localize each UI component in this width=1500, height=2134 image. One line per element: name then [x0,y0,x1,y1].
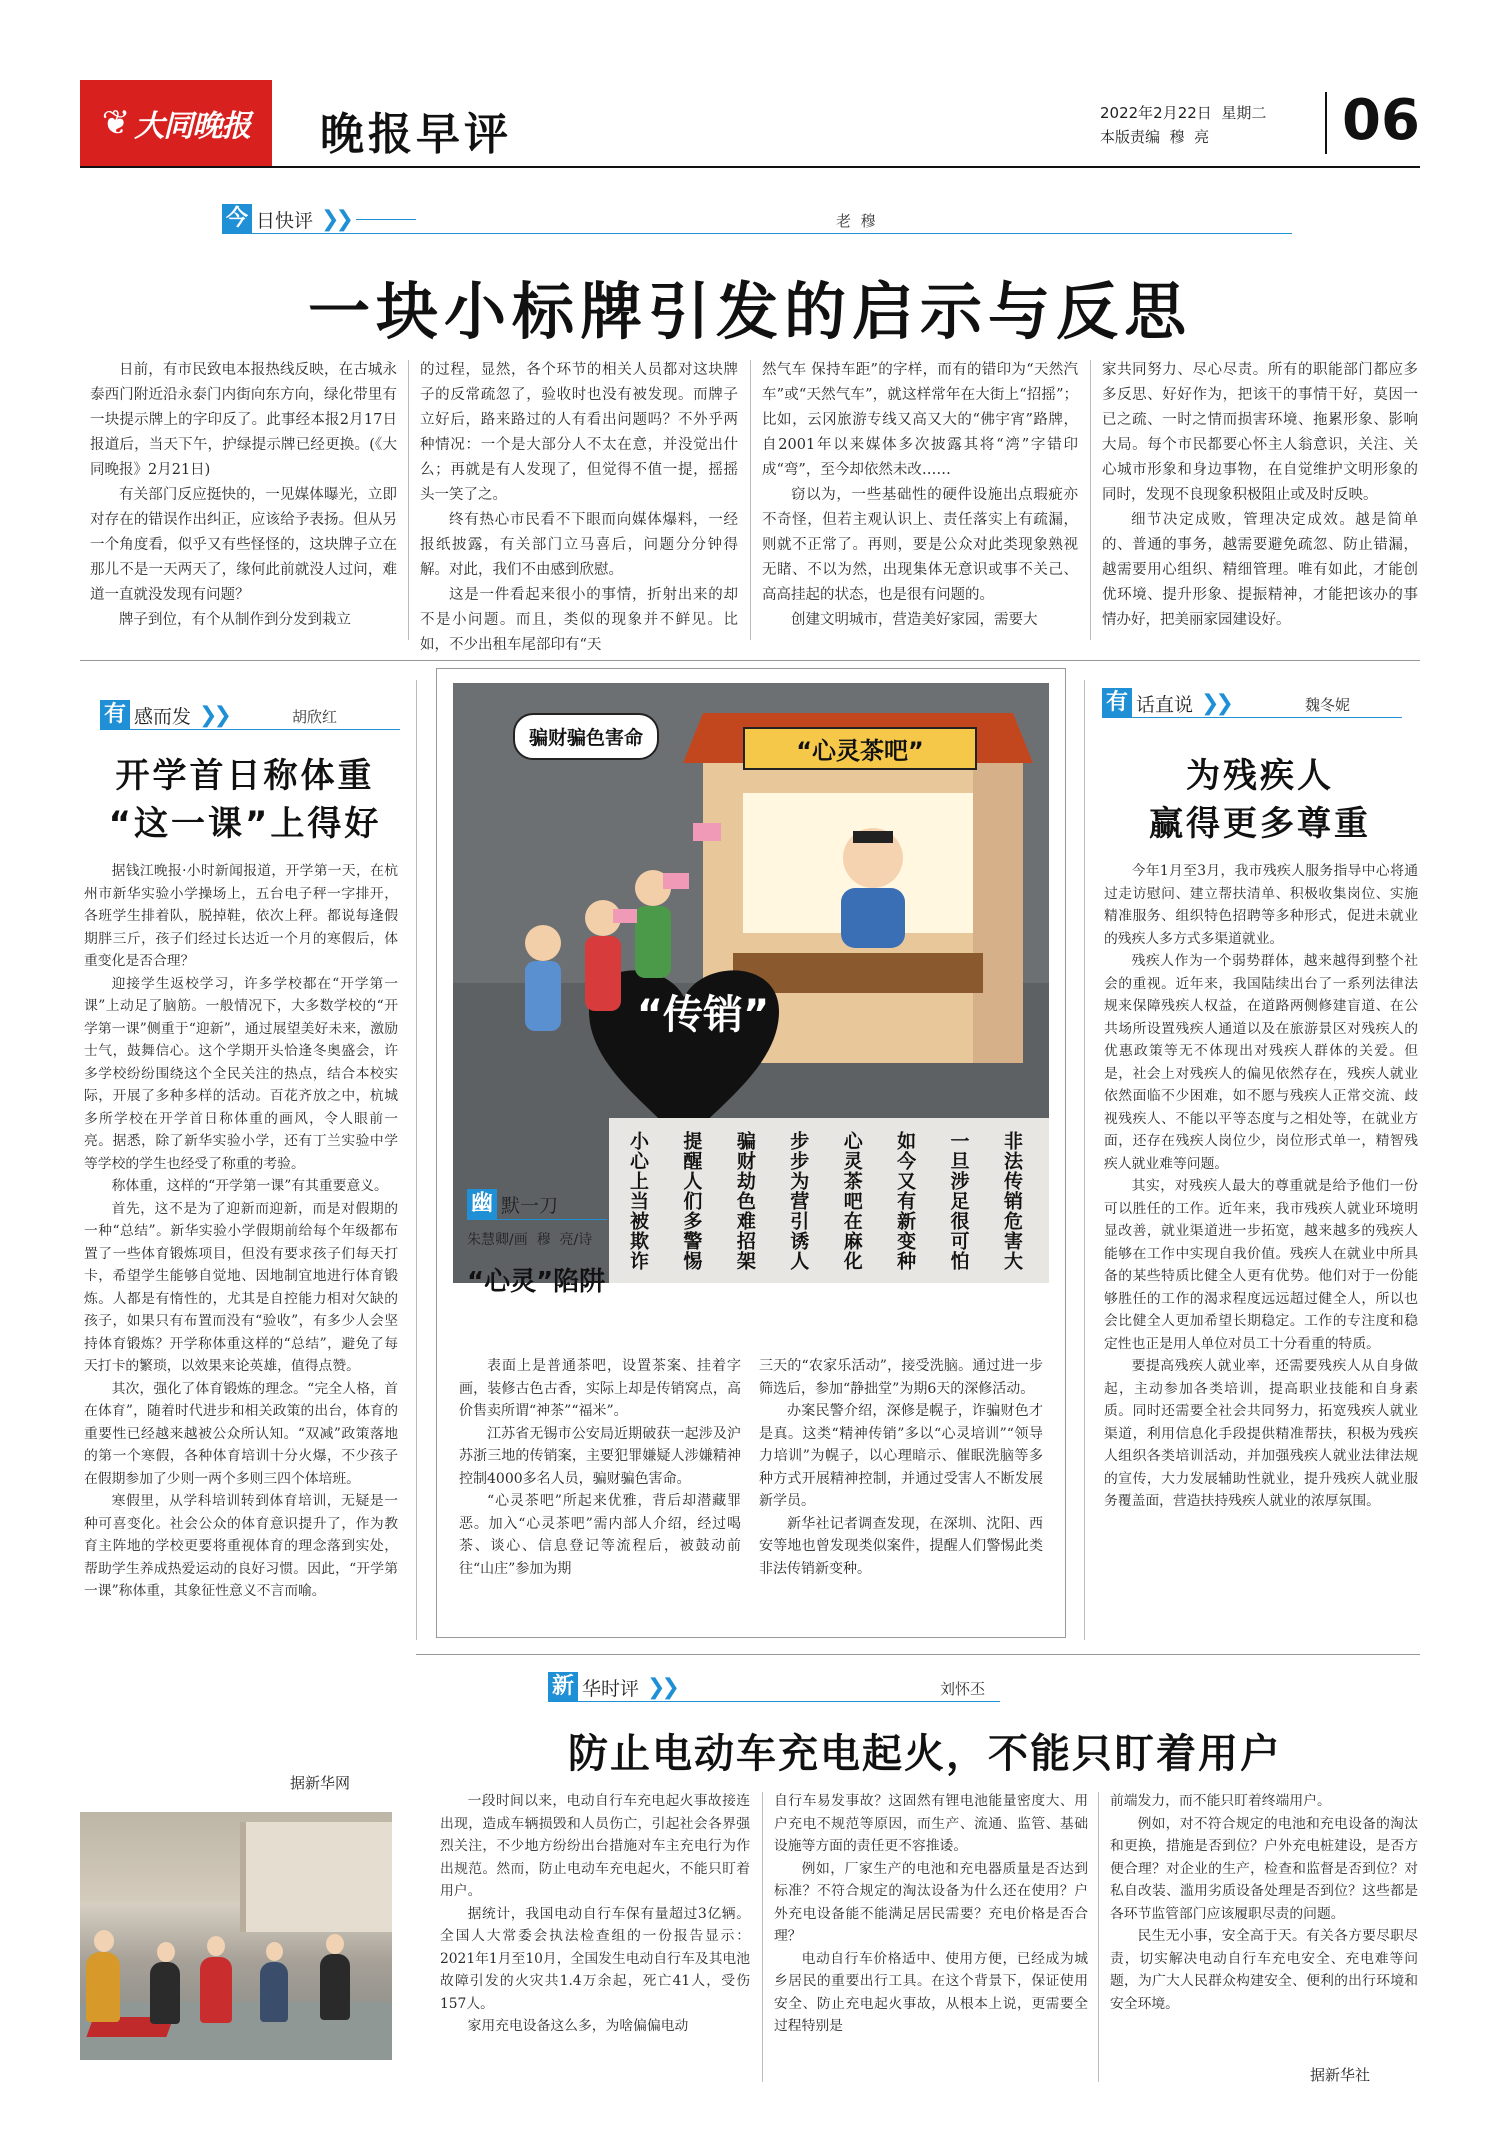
chevron-right-icon: ❯❯ [321,206,350,232]
source-credit: 据新华社 [1310,2066,1371,2084]
tag-rule [100,729,400,730]
author-byline: 胡欣红 [292,708,338,726]
top-article-col-1 [90,358,397,633]
paragraph: 牌子到位，有个从制作到分发到栽立 [119,612,351,628]
paragraph: 这是一件看起来很小的事情，折射出来的却不是小问题。而且，类似的现象并不鲜见。比如，不少出租车尾部印有“天 [420,587,738,653]
cartoon-poem [613,1131,1037,1281]
cartoon-text-col-1 [459,1355,741,1580]
top-article-col-2 [420,358,738,658]
chevron-right-icon: ❯❯ [1201,690,1230,716]
chevron-right-icon: ❯❯ [647,1674,676,1700]
poem-line: 骗财劫色难招架 [733,1131,756,1271]
masthead [80,80,1420,166]
poem-line: 如今又有新变种 [894,1131,917,1271]
cartoon-credits: 朱慧卿/画 穆 亮/诗 [467,1232,593,1248]
paragraph: 迎接学生返校学习，许多学校都在“开学第一课”上动足了脑筋。一般情况下，大多数学校的“开学第一课”侧重于“迎新”，通过展望美好未来，激励士气，鼓舞信心。这个学期开头恰逢冬奥盛会，许多学校纷纷围绕这个全民关注的热点，结合本校实际，开展了多种多样的活动。百花齐放之中，杭城多所学校在开学首日称体重的画风，令人眼前一亮。据悉，除了新华实验小学，还有丁兰实验中学等学校的学生也经受了称重的考验。 [84,975,398,1172]
author-byline: 魏冬妮 [1305,696,1351,714]
paragraph: 三天的“农家乐活动”，接受洗脑。通过进一步筛选后，参加“静拙堂”为期6天的深修活动。 [759,1358,1043,1397]
speech-bubble: 骗财骗色害命 [513,713,659,760]
paragraph: 其实，对残疾人最大的尊重就是给予他们一份可以胜任的工作。近年来，我市残疾人就业环境明显改善，就业渠道进一步拓宽，越来越多的残疾人能够在工作中实现自我价值。残疾人在就业中所具备的某些特质比健全人更有优势。他们对于一份能够胜任的工作的渴求程度远远超过健全人，所以也会比健全人更加希望长期稳定。工作的专注度和稳定性也正是用人单位对员工十分看重的特质。 [1104,1178,1418,1352]
paragraph: 电动自行车价格适中、使用方便，已经成为城乡居民的重要出行工具。在这个背景下，保证使用安全、防止充电起火事故，从根本上说，更需要全过程特别是 [774,1950,1088,2034]
paragraph: 自行车易发事故？这固然有锂电池能量密度大、用户充电不规范等原因，而生产、流通、监管、基础设施等方面的责任更不容推诿。 [774,1793,1088,1854]
poem-line: 非法传销危害大 [1000,1131,1023,1271]
column-rule [416,680,417,1640]
paragraph: 其次，强化了体育锻炼的理念。“完全人格，首在体育”，随着时代进步和相关政策的出台，体育的重要性已经越来越被公众所认知。“双减”政策落地的第一个寒假，各种体育培训十分火爆，不少孩子在假期参加了少则一两个多则三四个体培班。 [84,1380,398,1487]
paragraph: 家用充电设备这么多，为啥偏偏电动 [467,2018,689,2034]
bottom-headline: 防止电动车充电起火，不能只盯着用户 [568,1731,1282,1777]
news-photo-weighing [80,1812,392,2060]
column-tag-xinhua: 新 华时评 ❯❯ [548,1672,676,1702]
paragraph: 残疾人作为一个弱势群体，越来越得到整个社会的重视。近年来，我国陆续出台了一系列法律法规来保障残疾人权益，在道路两侧修建盲道、在公共场所设置残疾人通道以及在旅游景区对残疾人的优惠政策等无不体现出对残疾人群体的关爱。但是，社会上对残疾人的偏见依然存在，残疾人就业依然面临不少困难，如不愿与残疾人正常交流、歧视残疾人、不能以平等态度与之相处等，在就业方面，还存在残疾人岗位少，岗位形式单一，精智残疾人就业难等问题。 [1104,953,1418,1172]
left-article-body [84,860,398,1790]
section-title: 晚报早评 [320,109,512,160]
column-tag-yougan: 有 感而发 ❯❯ [100,700,228,730]
author-byline: 老 穆 [836,212,876,230]
poem-line: 步步为营引诱人 [787,1131,810,1271]
column-rule [408,360,409,640]
column-tag-jinri: 今 日快评 ❯❯ [222,204,416,234]
paragraph: 一段时间以来，电动自行车充电起火事故接连出现，造成车辆损毁和人员伤亡，引起社会各界强烈关注，不少地方纷纷出台措施对车主充电行为作出规范。然而，防止电动车充电起火，不能只盯着用户。 [440,1793,750,1899]
masthead-rule [80,166,1420,168]
bottom-article-col-2 [774,1790,1088,2038]
right-article-body [1104,860,1418,1640]
page-divider [1325,92,1327,154]
tag-rule [548,1701,1000,1702]
paragraph: “心灵茶吧”所起来优雅，背后却潜藏罪恶。加入“心灵茶吧”需内部人介绍，经过喝茶、谈心、信息登记等流程后，被鼓动前往“山庄”参加为期 [459,1493,741,1577]
paragraph: 据统计，我国电动自行车保有量超过3亿辆。全国人大常委会执法检查组的一份报告显示：2021年1月至10月，全国发生电动自行车及其电池故障引发的火灾共1.4万余起，死亡41人，受伤157人。 [440,1905,750,2012]
top-article-col-3 [762,358,1078,633]
page-number: 06 [1342,88,1420,153]
paragraph: 日前，有市民致电本报热线反映，在古城永泰西门附近沿永泰门内街向东方向，绿化带里有一块提示牌上的字印反了。此事经本报2月17日报道后，当天下午，护绿提示牌已经更换。(《大同晚报》2月21日) [90,362,397,478]
section-rule [416,1654,1420,1655]
paragraph: 的过程，显然，各个环节的相关人员都对这块牌子的反常疏忽了，验收时也没有被发现。而牌子立好后，路来路过的人有看出问题吗？不外乎两种情况：一个是大部分人不太在意，并没觉出什么；再就是有人发现了，但觉得不值一提，摇摇头一笑了之。 [420,362,738,503]
paragraph: 细节决定成败，管理决定成效。越是简单的、普通的事务，越需要避免疏忽、防止错漏，越需要用心组织、精细管理。唯有如此，才能创优环境、提升形象、提振精神，才能把该办的事情办好，把美丽家园建设好。 [1102,512,1418,628]
shop-sign: “心灵茶吧” [743,727,977,770]
paragraph: 例如，厂家生产的电池和充电器质量是否达到标准？不符合规定的淘汰设备为什么还在使用？户外充电设备能不能满足居民需要？充电价格是否合理？ [774,1860,1088,1944]
paragraph: 首先，这不是为了迎新而迎新，而是对假期的一种“总结”。新华实验小学假期前给每个年级都布置了一些体育锻炼项目，但没有要求孩子们每天打卡，希望学生能够自觉地、因地制宜地进行体育锻炼。人都是有惰性的，尤其是自控能力相对欠缺的孩子，如果只有布置而没有“验收”，有多少人会坚持体育锻炼？开学称体重这样的“总结”，避免了每天打卡的繁琐，以效果来论英雄，值得点赞。 [84,1200,398,1374]
poem-line: 心灵茶吧在麻化 [840,1131,863,1271]
section-rule [80,660,1420,661]
bottom-article-col-3 [1110,1790,1418,2015]
column-rule [1084,680,1085,1640]
paragraph: 前端发力，而不能只盯着终端用户。 [1110,1793,1331,1809]
page-editor: 本版责编 穆 亮 [1100,128,1210,146]
paragraph: 办案民警介绍，深修是幌子，诈骗财色才是真。这类“精神传销”多以“心灵培训”“领导力培训”为幌子，以心理暗示、催眠洗脑等多种方式开展精神控制，并通过受害人不断发展新学员。 [759,1403,1043,1509]
column-rule [762,1792,763,2082]
newspaper-logo: ❦ 大同晚报 [80,80,272,166]
left-headline-2: “这一课”上得好 [108,804,382,844]
column-rule [1098,1792,1099,2082]
cartoon-text-col-2 [759,1355,1043,1580]
paragraph: 民生无小事，安全高于天。有关各方要尽职尽责，切实解决电动自行车充电安全、充电难等问题，为广大人民群众构建安全、便利的出行环境和安全环境。 [1110,1928,1418,2012]
paragraph: 有关部门反应挺快的，一见媒体曝光，立即对存在的错误作出纠正，应该给予表扬。但从另一个角度看，似乎又有些怪怪的，这块牌子立在那儿不是一天两天了，缘何此前就没人过问，难道一直就没发现有问题？ [90,487,397,603]
bottom-article-col-1 [440,1790,750,2038]
source-credit: 据新华网 [290,1774,351,1792]
paragraph: 然气车 保持车距”的字样，而有的错印为“天然汽车”或“天然气车”，就这样常年在大街上“招摇”；比如，云冈旅游专线又高又大的“佛宇宵”路牌，自2001年以来媒体多次披露其将“湾”字错印成“弯”，至今却依然未改…… [762,362,1078,478]
cartoon-title: “心灵”陷阱 [467,1267,606,1297]
main-headline: 一块小标牌引发的启示与反思 [307,275,1192,348]
poem-line: 提醒人们多警惕 [680,1131,703,1271]
paragraph: 据钱江晚报·小时新闻报道，开学第一天，在杭州市新华实验小学操场上，五台电子秤一字排开，各班学生排着队，脱掉鞋，依次上秤。都说每逢假期胖三斤，孩子们经过长达近一个月的寒假后，体重变化是否合理？ [84,863,398,969]
paragraph: 称体重，这样的“开学第一课”有其重要意义。 [111,1178,388,1194]
tag-rule [467,1219,607,1220]
tag-rule [222,233,1292,234]
left-headline-1: 开学首日称体重 [115,756,375,796]
right-headline-1: 为残疾人 [1186,756,1334,796]
paragraph: 表面上是普通茶吧，设置茶案、挂着字画，装修古色古香，实际上却是传销窝点，高价售卖所谓“神茶”“福米”。 [459,1358,741,1419]
paragraph: 例如，对不符合规定的电池和充电设备的淘汰和更换，措施是否到位？户外充电桩建设，是否方便合理？对企业的生产，检查和监督是否到位？对私自改装、滥用劣质设备处理是否到位？这些都是各环节监管部门应该履职尽责的问题。 [1110,1815,1418,1922]
paragraph: 新华社记者调查发现，在深圳、沈阳、西安等地也曾发现类似案件，提醒人们警惕此类非法传销新变种。 [759,1515,1043,1577]
column-tag-youmo: 幽 默一刀 [467,1189,558,1219]
logo-flame-icon: ❦ [101,103,131,143]
column-rule [1090,360,1091,640]
right-headline-2: 赢得更多尊重 [1149,804,1371,844]
paragraph: 今年1月至3月，我市残疾人服务指导中心将通过走访慰问、建立帮扶清单、积极收集岗位、实施精准服务、组织特色招聘等多种形式，促进未就业的残疾人多方式多渠道就业。 [1104,863,1418,947]
cartoon-box [436,668,1066,1638]
column-tag-youhua: 有 话直说 ❯❯ [1102,688,1230,718]
paragraph: 窃以为，一些基础性的硬件设施出点瑕疵亦不奇怪，但若主观认识上、责任落实上有疏漏，则就不正常了。再则，要是公众对此类现象熟视无睹、不以为然，出现集体无意识或事不关己、高高挂起的状态，也是很有问题的。 [762,487,1078,603]
heart-label: “传销” [636,992,770,1038]
paragraph: 寒假里，从学科培训转到体育培训，无疑是一种可喜变化。社会公众的体育意识提升了，作为教育主阵地的学校更要将重视体育的理念落到实处，帮助学生养成热爱运动的良好习惯。因此，“开学第一课”称体重，其象征性意义不言而喻。 [84,1493,398,1599]
paragraph: 创建文明城市，营造美好家园，需要大 [791,612,1038,628]
chevron-right-icon: ❯❯ [199,702,228,728]
author-byline: 刘怀丕 [940,1680,986,1698]
poem-line: 一旦涉足很可怕 [947,1131,970,1271]
issue-date: 2022年2月22日 星期二 [1100,104,1267,122]
paragraph: 要提高残疾人就业率，还需要残疾人从自身做起，主动参加各类培训，提高职业技能和自身素质。同时还需要全社会共同努力，拓宽残疾人就业渠道，利用信息化手段提供精准帮扶，积极为残疾人组织各类培训活动，并加强残疾人就业法律法规的宣传，大力发展辅助性就业，提升残疾人就业服务覆盖面，营造扶持残疾人就业的浓厚氛围。 [1104,1358,1418,1509]
top-article-col-4 [1102,358,1418,633]
poem-line: 小心上当被欺诈 [627,1131,649,1271]
paragraph: 江苏省无锡市公安局近期破获一起涉及沪苏浙三地的传销案，主要犯罪嫌疑人涉嫌精神控制4000多名人员，骗财骗色害命。 [459,1425,741,1487]
column-rule [750,360,751,640]
tag-rule [1102,717,1402,718]
paragraph: 家共同努力、尽心尽责。所有的职能部门都应多多反思、好好作为，把该干的事情干好，莫因一已之疏、一时之情而损害环境、拖累形象、影响大局。每个市民都要心怀主人翁意识，关注、关心城市形象和身边事物，在自觉维护文明形象的同时，发现不良现象积极阻止或及时反映。 [1102,362,1418,503]
paragraph: 终有热心市民看不下眼而向媒体爆料，一经报纸披露，有关部门立马喜后，问题分分钟得解。对此，我们不由感到欣慰。 [420,512,738,578]
